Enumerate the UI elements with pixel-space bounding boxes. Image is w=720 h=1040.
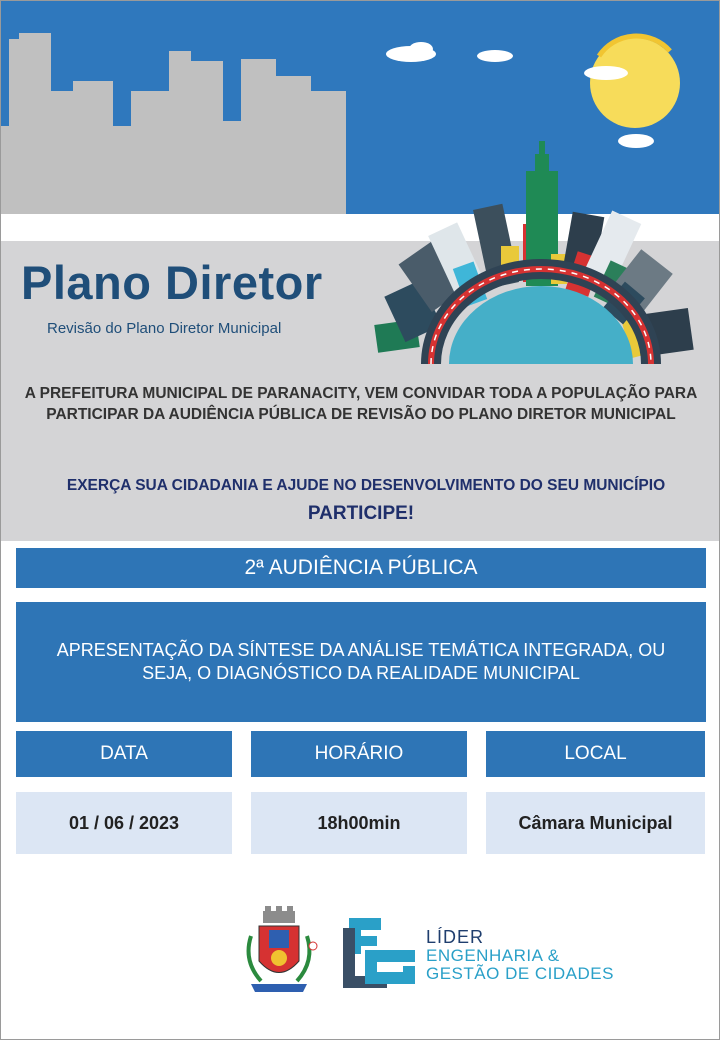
page-subtitle: Revisão do Plano Diretor Municipal <box>47 320 282 337</box>
place-header: LOCAL <box>486 731 705 777</box>
coat-of-arms-icon <box>249 906 317 992</box>
event-name-banner: 2ª AUDIÊNCIA PÚBLICA <box>16 548 706 588</box>
lider-eg-logo-icon <box>343 918 415 988</box>
date-header: DATA <box>16 731 232 777</box>
place-value: Câmara Municipal <box>486 792 705 854</box>
invitation-text: A PREFEITURA MUNICIPAL DE PARANACITY, VEM CONVIDAR TODA A POPULAÇÃO PARA PARTICIPAR DA AUDIÊNCIA PÚBLICA DE REVISÃO DO PLANO DIRETOR MUNICIPAL <box>24 385 698 423</box>
participe-text: PARTICIPE! <box>307 503 415 524</box>
company-line-3: GESTÃO DE CIDADES <box>426 964 614 983</box>
call-to-action: EXERÇA SUA CIDADANIA E AJUDE NO DESENVOLVIMENTO DO SEU MUNICÍPIO <box>66 477 666 494</box>
city-skyline-icon <box>371 136 716 366</box>
company-line-2: ENGENHARIA & <box>426 946 560 965</box>
company-name: LÍDER <box>426 927 485 947</box>
footer-logos <box>241 906 441 1001</box>
page-title: Plano Diretor <box>21 256 323 309</box>
event-description: APRESENTAÇÃO DA SÍNTESE DA ANÁLISE TEMÁTICA INTEGRADA, OU SEJA, O DIAGNÓSTICO DA REALIDADE MUNICIPAL <box>16 602 706 722</box>
time-header: HORÁRIO <box>251 731 467 777</box>
time-value: 18h00min <box>251 792 467 854</box>
date-value: 01 / 06 / 2023 <box>16 792 232 854</box>
